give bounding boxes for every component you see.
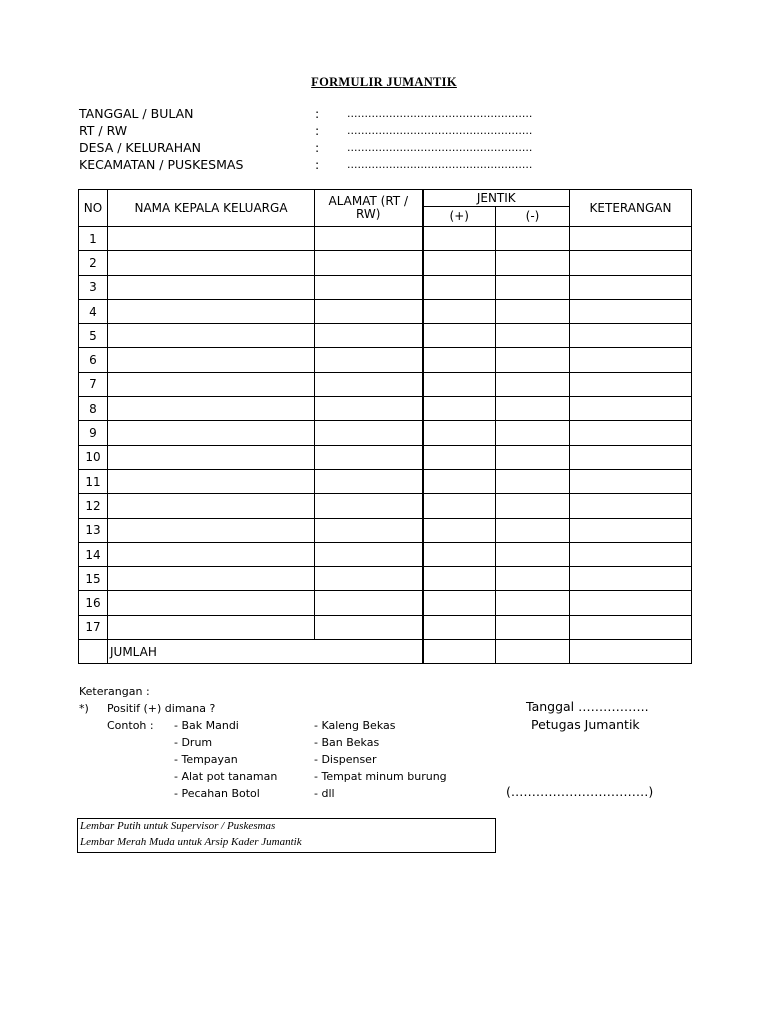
cell-keterangan[interactable] [570, 615, 692, 639]
total-positif[interactable] [423, 640, 496, 664]
table-row [79, 494, 692, 518]
example-item: - Kaleng Bekas [314, 719, 396, 732]
cell-nama[interactable] [108, 445, 315, 469]
col-header-nama: NAMA KEPALA KELUARGA [108, 190, 315, 227]
cell-alamat[interactable] [315, 445, 423, 469]
cell-alamat[interactable] [315, 469, 423, 493]
col-header-jentik: JENTIK [423, 190, 570, 207]
cell-alamat[interactable] [315, 251, 423, 275]
cell-nama[interactable] [108, 469, 315, 493]
cell-positif[interactable] [423, 494, 496, 518]
table-row [79, 275, 692, 299]
cell-keterangan[interactable] [570, 591, 692, 615]
cell-keterangan[interactable] [570, 469, 692, 493]
cell-keterangan[interactable] [570, 397, 692, 421]
cell-negatif[interactable] [496, 275, 570, 299]
row-number: 6 [79, 348, 108, 372]
example-item: - Dispenser [314, 753, 377, 766]
cell-alamat[interactable] [315, 591, 423, 615]
total-negatif[interactable] [496, 640, 570, 664]
row-number: 3 [79, 275, 108, 299]
cell-nama[interactable] [108, 324, 315, 348]
cell-positif[interactable] [423, 227, 496, 251]
cell-keterangan[interactable] [570, 494, 692, 518]
col-header-keterangan: KETERANGAN [570, 190, 692, 227]
table-row [79, 227, 692, 251]
example-item: - Pecahan Botol [174, 787, 260, 800]
cell-keterangan[interactable] [570, 518, 692, 542]
col-header-no: NO [79, 190, 108, 227]
cell-positif[interactable] [423, 397, 496, 421]
cell-nama[interactable] [108, 372, 315, 396]
col-header-negatif: (-) [496, 207, 570, 227]
notes-question: Positif (+) dimana ? [107, 702, 216, 715]
cell-positif[interactable] [423, 251, 496, 275]
copy-note: Lembar Putih untuk Supervisor / Puskesmas [80, 820, 276, 832]
row-number: 12 [79, 494, 108, 518]
example-item: - Drum [174, 736, 213, 749]
table-row [79, 591, 692, 615]
cell-positif[interactable] [423, 348, 496, 372]
cell-keterangan[interactable] [570, 567, 692, 591]
cell-alamat[interactable] [315, 615, 423, 639]
table-row [79, 542, 692, 566]
contoh-label: Contoh : [107, 719, 154, 732]
table-row [79, 445, 692, 469]
field-label: RT / RW [79, 123, 128, 138]
cell-alamat[interactable] [315, 494, 423, 518]
form-title: FORMULIR JUMANTIK [311, 75, 457, 89]
cell-positif[interactable] [423, 542, 496, 566]
signature-role: Petugas Jumantik [531, 717, 640, 732]
cell-negatif[interactable] [496, 299, 570, 323]
table-row [79, 251, 692, 275]
table-row [79, 421, 692, 445]
cell-negatif[interactable] [496, 421, 570, 445]
field-blank[interactable]: ..................................................... [347, 158, 533, 171]
cell-alamat[interactable] [315, 275, 423, 299]
cell-negatif[interactable] [496, 591, 570, 615]
signature-name-line[interactable]: (……………………………) [506, 784, 654, 799]
col-header-alamat: ALAMAT (RT / RW) [315, 190, 423, 227]
example-item: - dll [314, 787, 335, 800]
cell-nama[interactable] [108, 567, 315, 591]
cell-alamat[interactable] [315, 397, 423, 421]
cell-alamat[interactable] [315, 324, 423, 348]
cell-keterangan[interactable] [570, 227, 692, 251]
cell-alamat[interactable] [315, 348, 423, 372]
cell-keterangan[interactable] [570, 299, 692, 323]
row-number: 7 [79, 372, 108, 396]
signature-date[interactable]: Tanggal …………….. [526, 699, 649, 714]
cell-nama[interactable] [108, 251, 315, 275]
cell-nama[interactable] [108, 275, 315, 299]
cell-negatif[interactable] [496, 227, 570, 251]
table-row [79, 469, 692, 493]
cell-nama[interactable] [108, 348, 315, 372]
field-colon: : [315, 123, 320, 138]
cell-positif[interactable] [423, 275, 496, 299]
cell-keterangan[interactable] [570, 275, 692, 299]
table-row [79, 299, 692, 323]
cell-negatif[interactable] [496, 372, 570, 396]
row-number: 2 [79, 251, 108, 275]
cell-positif[interactable] [423, 518, 496, 542]
field-blank[interactable]: ..................................................... [347, 141, 533, 154]
row-number: 4 [79, 299, 108, 323]
notes-title: Keterangan : [79, 685, 150, 698]
table-body [79, 227, 692, 664]
cell-negatif[interactable] [496, 542, 570, 566]
cell-negatif[interactable] [496, 615, 570, 639]
total-no-cell [79, 640, 108, 664]
cell-positif[interactable] [423, 567, 496, 591]
cell-negatif[interactable] [496, 397, 570, 421]
field-colon: : [315, 106, 320, 121]
cell-nama[interactable] [108, 299, 315, 323]
copy-note: Lembar Merah Muda untuk Arsip Kader Jumantik [80, 836, 302, 848]
table-row [79, 397, 692, 421]
example-item: - Alat pot tanaman [174, 770, 278, 783]
field-blank[interactable]: ..................................................... [347, 107, 533, 120]
field-blank[interactable]: ..................................................... [347, 124, 533, 137]
cell-negatif[interactable] [496, 518, 570, 542]
cell-positif[interactable] [423, 469, 496, 493]
cell-keterangan[interactable] [570, 421, 692, 445]
cell-nama[interactable] [108, 421, 315, 445]
table-row [79, 615, 692, 639]
total-row [79, 640, 692, 664]
cell-positif[interactable] [423, 299, 496, 323]
example-item: - Bak Mandi [174, 719, 239, 732]
cell-nama[interactable] [108, 494, 315, 518]
total-keterangan[interactable] [570, 640, 692, 664]
copy-distribution-box [77, 818, 496, 853]
cell-positif[interactable] [423, 372, 496, 396]
cell-alamat[interactable] [315, 299, 423, 323]
cell-nama[interactable] [108, 518, 315, 542]
jumantik-table [78, 189, 692, 664]
cell-negatif[interactable] [496, 469, 570, 493]
cell-positif[interactable] [423, 324, 496, 348]
row-number: 14 [79, 542, 108, 566]
row-number: 15 [79, 567, 108, 591]
field-label: KECAMATAN / PUSKESMAS [79, 157, 244, 172]
cell-nama[interactable] [108, 542, 315, 566]
notes-marker: *) [79, 702, 89, 715]
cell-keterangan[interactable] [570, 542, 692, 566]
cell-keterangan[interactable] [570, 445, 692, 469]
cell-keterangan[interactable] [570, 348, 692, 372]
cell-keterangan[interactable] [570, 324, 692, 348]
cell-negatif[interactable] [496, 251, 570, 275]
row-number: 13 [79, 518, 108, 542]
cell-positif[interactable] [423, 421, 496, 445]
cell-alamat[interactable] [315, 227, 423, 251]
cell-negatif[interactable] [496, 324, 570, 348]
cell-alamat[interactable] [315, 518, 423, 542]
field-colon: : [315, 140, 320, 155]
table-row [79, 567, 692, 591]
cell-keterangan[interactable] [570, 372, 692, 396]
table-row [79, 372, 692, 396]
field-colon: : [315, 157, 320, 172]
example-item: - Ban Bekas [314, 736, 380, 749]
cell-alamat[interactable] [315, 542, 423, 566]
cell-positif[interactable] [423, 591, 496, 615]
cell-negatif[interactable] [496, 567, 570, 591]
cell-nama[interactable] [108, 615, 315, 639]
row-number: 11 [79, 469, 108, 493]
cell-negatif[interactable] [496, 445, 570, 469]
field-label: DESA / KELURAHAN [79, 140, 202, 155]
example-item: - Tempat minum burung [314, 770, 447, 783]
cell-negatif[interactable] [496, 494, 570, 518]
row-number: 9 [79, 421, 108, 445]
cell-alamat[interactable] [315, 421, 423, 445]
cell-keterangan[interactable] [570, 251, 692, 275]
example-item: - Tempayan [174, 753, 238, 766]
row-number: 10 [79, 445, 108, 469]
cell-positif[interactable] [423, 445, 496, 469]
cell-negatif[interactable] [496, 348, 570, 372]
row-number: 5 [79, 324, 108, 348]
cell-nama[interactable] [108, 227, 315, 251]
row-number: 17 [79, 615, 108, 639]
cell-positif[interactable] [423, 615, 496, 639]
table-row [79, 518, 692, 542]
cell-alamat[interactable] [315, 372, 423, 396]
total-label: JUMLAH [108, 640, 423, 664]
table-row [79, 324, 692, 348]
cell-nama[interactable] [108, 591, 315, 615]
field-label: TANGGAL / BULAN [79, 106, 194, 121]
table-row [79, 348, 692, 372]
row-number: 16 [79, 591, 108, 615]
row-number: 1 [79, 227, 108, 251]
row-number: 8 [79, 397, 108, 421]
col-header-positif: (+) [423, 207, 496, 227]
cell-nama[interactable] [108, 397, 315, 421]
cell-alamat[interactable] [315, 567, 423, 591]
